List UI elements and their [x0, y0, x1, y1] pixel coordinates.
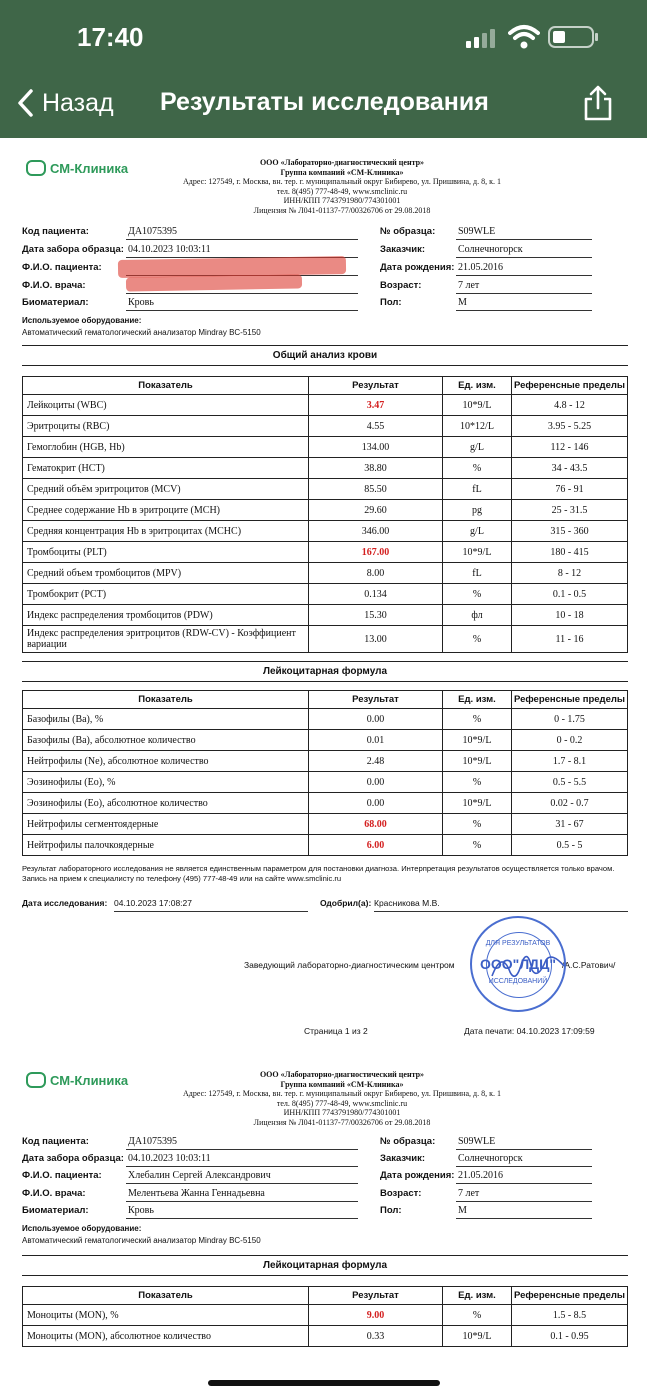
table-row: [23, 605, 628, 626]
reference-range: 112 - 146: [512, 437, 628, 458]
reference-range: 3.95 - 5.25: [512, 416, 628, 437]
top-bar: [0, 0, 647, 138]
biomaterial: Кровь: [126, 1205, 358, 1219]
reference-range: 11 - 16: [512, 626, 628, 653]
research-date: 04.10.2023 17:08:27: [114, 898, 308, 912]
sex: М: [456, 1205, 592, 1219]
test-name: Нейтрофилы палочкоядерные: [23, 835, 309, 856]
test-name: Эозинофилы (Eo), абсолютное количество: [23, 793, 309, 814]
lab-stamp: ДЛЯ РЕЗУЛЬТАТОВ ООО"ЛДЦ" ИССЛЕДОВАНИЙ: [470, 916, 566, 1012]
approved-label: Одобрил(а):: [320, 898, 372, 908]
test-name: Средняя концентрация Hb в эритроцитах (MCHC): [23, 521, 309, 542]
test-name: Среднее содержание Hb в эритроците (MCH): [23, 500, 309, 521]
table-row: [23, 626, 628, 653]
clinic-logo: СМ-Клиника: [26, 1072, 128, 1088]
head-name: /А.С.Ратович/: [562, 960, 616, 970]
result-value: 4.55: [309, 416, 443, 437]
reference-range: 315 - 360: [512, 521, 628, 542]
doctor-name: Мелентьева Жанна Геннадьевна: [126, 1188, 358, 1202]
reference-range: 0.02 - 0.7: [512, 793, 628, 814]
col-header: Результат: [309, 377, 443, 395]
result-value: 6.00: [309, 835, 443, 856]
signature-icon: [488, 946, 568, 986]
table-row: [23, 835, 628, 856]
test-name: Гемоглобин (HGB, Hb): [23, 437, 309, 458]
section-title-leukocyte: Лейкоцитарная формула: [22, 1255, 628, 1276]
test-name: Эритроциты (RBC): [23, 416, 309, 437]
test-name: Гематокрит (HCT): [23, 458, 309, 479]
lab-header: ООО «Лабораторно-диагностический центр» Группа компаний «СМ-Клиника» Адрес: 127549, г. Москва, вн. тер. г. муниципальный округ Бибирево, ул. Пришвина, д. 8, к. 1 тел. 8(495) 777-48-49, www.smclinic.ru ИНН/КПП 7743791980/774301001 Лицензия № Л041-01137-77/00326706 от 29.08.2018: [183, 1070, 501, 1127]
result-value: 3.47: [309, 395, 443, 416]
table-row: [23, 479, 628, 500]
sample-no: S09WLE: [456, 1136, 592, 1150]
unit: %: [443, 458, 512, 479]
home-indicator: [208, 1380, 440, 1386]
reference-range: 0 - 1.75: [512, 709, 628, 730]
test-name: Базофилы (Ba), %: [23, 709, 309, 730]
col-header: Показатель: [23, 691, 309, 709]
head-label: Заведующий лабораторно-диагностическим центром: [244, 960, 455, 970]
result-value: 167.00: [309, 542, 443, 563]
result-value: 0.134: [309, 584, 443, 605]
table-row: [23, 458, 628, 479]
back-label: Назад: [42, 88, 114, 117]
result-value: 29.60: [309, 500, 443, 521]
reference-range: 1.5 - 8.5: [512, 1305, 628, 1326]
section-title-cbc: Общий анализ крови: [22, 345, 628, 366]
test-name: Моноциты (MON), абсолютное количество: [23, 1326, 309, 1347]
biomaterial: Кровь: [126, 297, 358, 311]
unit: %: [443, 709, 512, 730]
battery-icon: [548, 26, 600, 48]
unit: pg: [443, 500, 512, 521]
table-row: [23, 500, 628, 521]
table-row: [23, 437, 628, 458]
customer: Солнечногорск: [456, 1153, 592, 1167]
equipment-block: Используемое оборудование: Автоматический гематологический анализатор Mindray BC-5150: [22, 316, 261, 337]
unit: fL: [443, 563, 512, 584]
share-icon[interactable]: [582, 84, 614, 122]
test-name: Нейтрофилы сегментоядерные: [23, 814, 309, 835]
print-date: Дата печати: 04.10.2023 17:09:59: [464, 1026, 595, 1036]
section-title-leukocyte: Лейкоцитарная формула: [22, 661, 628, 682]
clinic-logo: СМ-Клиника: [26, 160, 128, 176]
col-header: Показатель: [23, 377, 309, 395]
result-value: 134.00: [309, 437, 443, 458]
wifi-icon: [508, 24, 540, 50]
leukocyte-table-2: [22, 1286, 628, 1347]
col-header: Ед. изм.: [443, 377, 512, 395]
result-value: 8.00: [309, 563, 443, 584]
reference-range: 0.5 - 5.5: [512, 772, 628, 793]
col-header: Ед. изм.: [443, 691, 512, 709]
customer: Солнечногорск: [456, 244, 592, 258]
unit: фл: [443, 605, 512, 626]
result-value: 0.00: [309, 709, 443, 730]
result-value: 2.48: [309, 751, 443, 772]
cellular-signal-icon: [466, 28, 496, 48]
status-time: 17:40: [77, 22, 144, 52]
sample-no: S09WLE: [456, 226, 592, 240]
reference-range: 31 - 67: [512, 814, 628, 835]
sample-date: 04.10.2023 10:03:11: [126, 1153, 358, 1167]
unit: g/L: [443, 437, 512, 458]
test-name: Средний объем тромбоцитов (MPV): [23, 563, 309, 584]
patient-code: ДА1075395: [126, 226, 358, 240]
equipment-block: Используемое оборудование: Автоматический гематологический анализатор Mindray BC-5150: [22, 1224, 261, 1245]
result-value: 38.80: [309, 458, 443, 479]
result-value: 68.00: [309, 814, 443, 835]
result-value: 0.01: [309, 730, 443, 751]
col-header: Результат: [309, 691, 443, 709]
table-row: [23, 395, 628, 416]
unit: %: [443, 626, 512, 653]
table-row: [23, 521, 628, 542]
col-header: Референсные пределы: [512, 691, 628, 709]
unit: 10*9/L: [443, 542, 512, 563]
result-value: 13.00: [309, 626, 443, 653]
test-name: Эозинофилы (Eo), %: [23, 772, 309, 793]
chevron-left-icon: [16, 88, 34, 118]
patient-name: Хлебалин Сергей Александрович: [126, 1170, 358, 1184]
table-row: [23, 1326, 628, 1347]
table-row: [23, 1305, 628, 1326]
age: 7 лет: [456, 280, 592, 294]
page-title: Результаты исследования: [160, 88, 489, 116]
col-header: Показатель: [23, 1287, 309, 1305]
col-header: Референсные пределы: [512, 1287, 628, 1305]
clinic-logo-icon: [26, 1072, 46, 1088]
test-name: Тромбокрит (PCT): [23, 584, 309, 605]
reference-range: 1.7 - 8.1: [512, 751, 628, 772]
table-row: [23, 772, 628, 793]
reference-range: 0.5 - 5: [512, 835, 628, 856]
unit: fL: [443, 479, 512, 500]
unit: 10*9/L: [443, 730, 512, 751]
cbc-table: [22, 376, 628, 653]
page-number: Страница 1 из 2: [304, 1026, 368, 1036]
result-value: 0.00: [309, 793, 443, 814]
unit: 10*9/L: [443, 395, 512, 416]
col-header: Референсные пределы: [512, 377, 628, 395]
unit: 10*12/L: [443, 416, 512, 437]
leukocyte-table: [22, 690, 628, 856]
lab-header: ООО «Лабораторно-диагностический центр» Группа компаний «СМ-Клиника» Адрес: 127549, г. Москва, вн. тер. г. муниципальный округ Бибирево, ул. Пришвина, д. 8, к. 1 тел. 8(495) 777-48-49, www.smclinic.ru ИНН/КПП 7743791980/774301001 Лицензия № Л041-01137-77/00326706 от 29.08.2018: [183, 158, 501, 215]
reference-range: 0.1 - 0.5: [512, 584, 628, 605]
test-name: Индекс распределения тромбоцитов (PDW): [23, 605, 309, 626]
result-value: 9.00: [309, 1305, 443, 1326]
reference-range: 34 - 43.5: [512, 458, 628, 479]
sex: М: [456, 297, 592, 311]
reference-range: 4.8 - 12: [512, 395, 628, 416]
unit: %: [443, 584, 512, 605]
table-row: [23, 730, 628, 751]
reference-range: 0.1 - 0.95: [512, 1326, 628, 1347]
test-name: Моноциты (MON), %: [23, 1305, 309, 1326]
result-value: 346.00: [309, 521, 443, 542]
test-name: Тромбоциты (PLT): [23, 542, 309, 563]
table-row: [23, 563, 628, 584]
back-button[interactable]: [16, 88, 114, 118]
reference-range: 8 - 12: [512, 563, 628, 584]
age: 7 лет: [456, 1188, 592, 1202]
result-value: 15.30: [309, 605, 443, 626]
table-row: [23, 751, 628, 772]
result-value: 85.50: [309, 479, 443, 500]
birth-date: 21.05.2016: [456, 1170, 592, 1184]
table-row: [23, 709, 628, 730]
test-name: Средний объём эритроцитов (MCV): [23, 479, 309, 500]
result-value: 0.33: [309, 1326, 443, 1347]
patient-code: ДА1075395: [126, 1136, 358, 1150]
table-row: [23, 416, 628, 437]
test-name: Лейкоциты (WBC): [23, 395, 309, 416]
table-row: [23, 814, 628, 835]
unit: 10*9/L: [443, 1326, 512, 1347]
unit: %: [443, 814, 512, 835]
table-row: [23, 584, 628, 605]
research-date-label: Дата исследования:: [22, 898, 108, 908]
unit: %: [443, 1305, 512, 1326]
test-name: Базофилы (Ba), абсолютное количество: [23, 730, 309, 751]
test-name: Нейтрофилы (Ne), абсолютное количество: [23, 751, 309, 772]
approved-by: Красникова М.В.: [374, 898, 628, 912]
disclaimer-note: Результат лабораторного исследования не является единственным параметром для постановки диагноза. Интерпретация результатов осуществляется только врачом. Запись на прием к специалисту по телефону (495) 777-48-49 или на сайте www.smclinic.ru: [22, 864, 615, 883]
unit: 10*9/L: [443, 751, 512, 772]
result-value: 0.00: [309, 772, 443, 793]
unit: g/L: [443, 521, 512, 542]
reference-range: 25 - 31.5: [512, 500, 628, 521]
unit: %: [443, 772, 512, 793]
test-name: Индекс распределения эритроцитов (RDW-CV) - Коэффициент вариации: [23, 626, 309, 653]
sample-date: 04.10.2023 10:03:11: [126, 244, 358, 258]
reference-range: 180 - 415: [512, 542, 628, 563]
table-row: [23, 793, 628, 814]
birth-date: 21.05.2016: [456, 262, 592, 276]
reference-range: 76 - 91: [512, 479, 628, 500]
col-header: Результат: [309, 1287, 443, 1305]
col-header: Ед. изм.: [443, 1287, 512, 1305]
clinic-logo-icon: [26, 160, 46, 176]
unit: %: [443, 835, 512, 856]
reference-range: 0 - 0.2: [512, 730, 628, 751]
unit: 10*9/L: [443, 793, 512, 814]
reference-range: 10 - 18: [512, 605, 628, 626]
table-row: [23, 542, 628, 563]
